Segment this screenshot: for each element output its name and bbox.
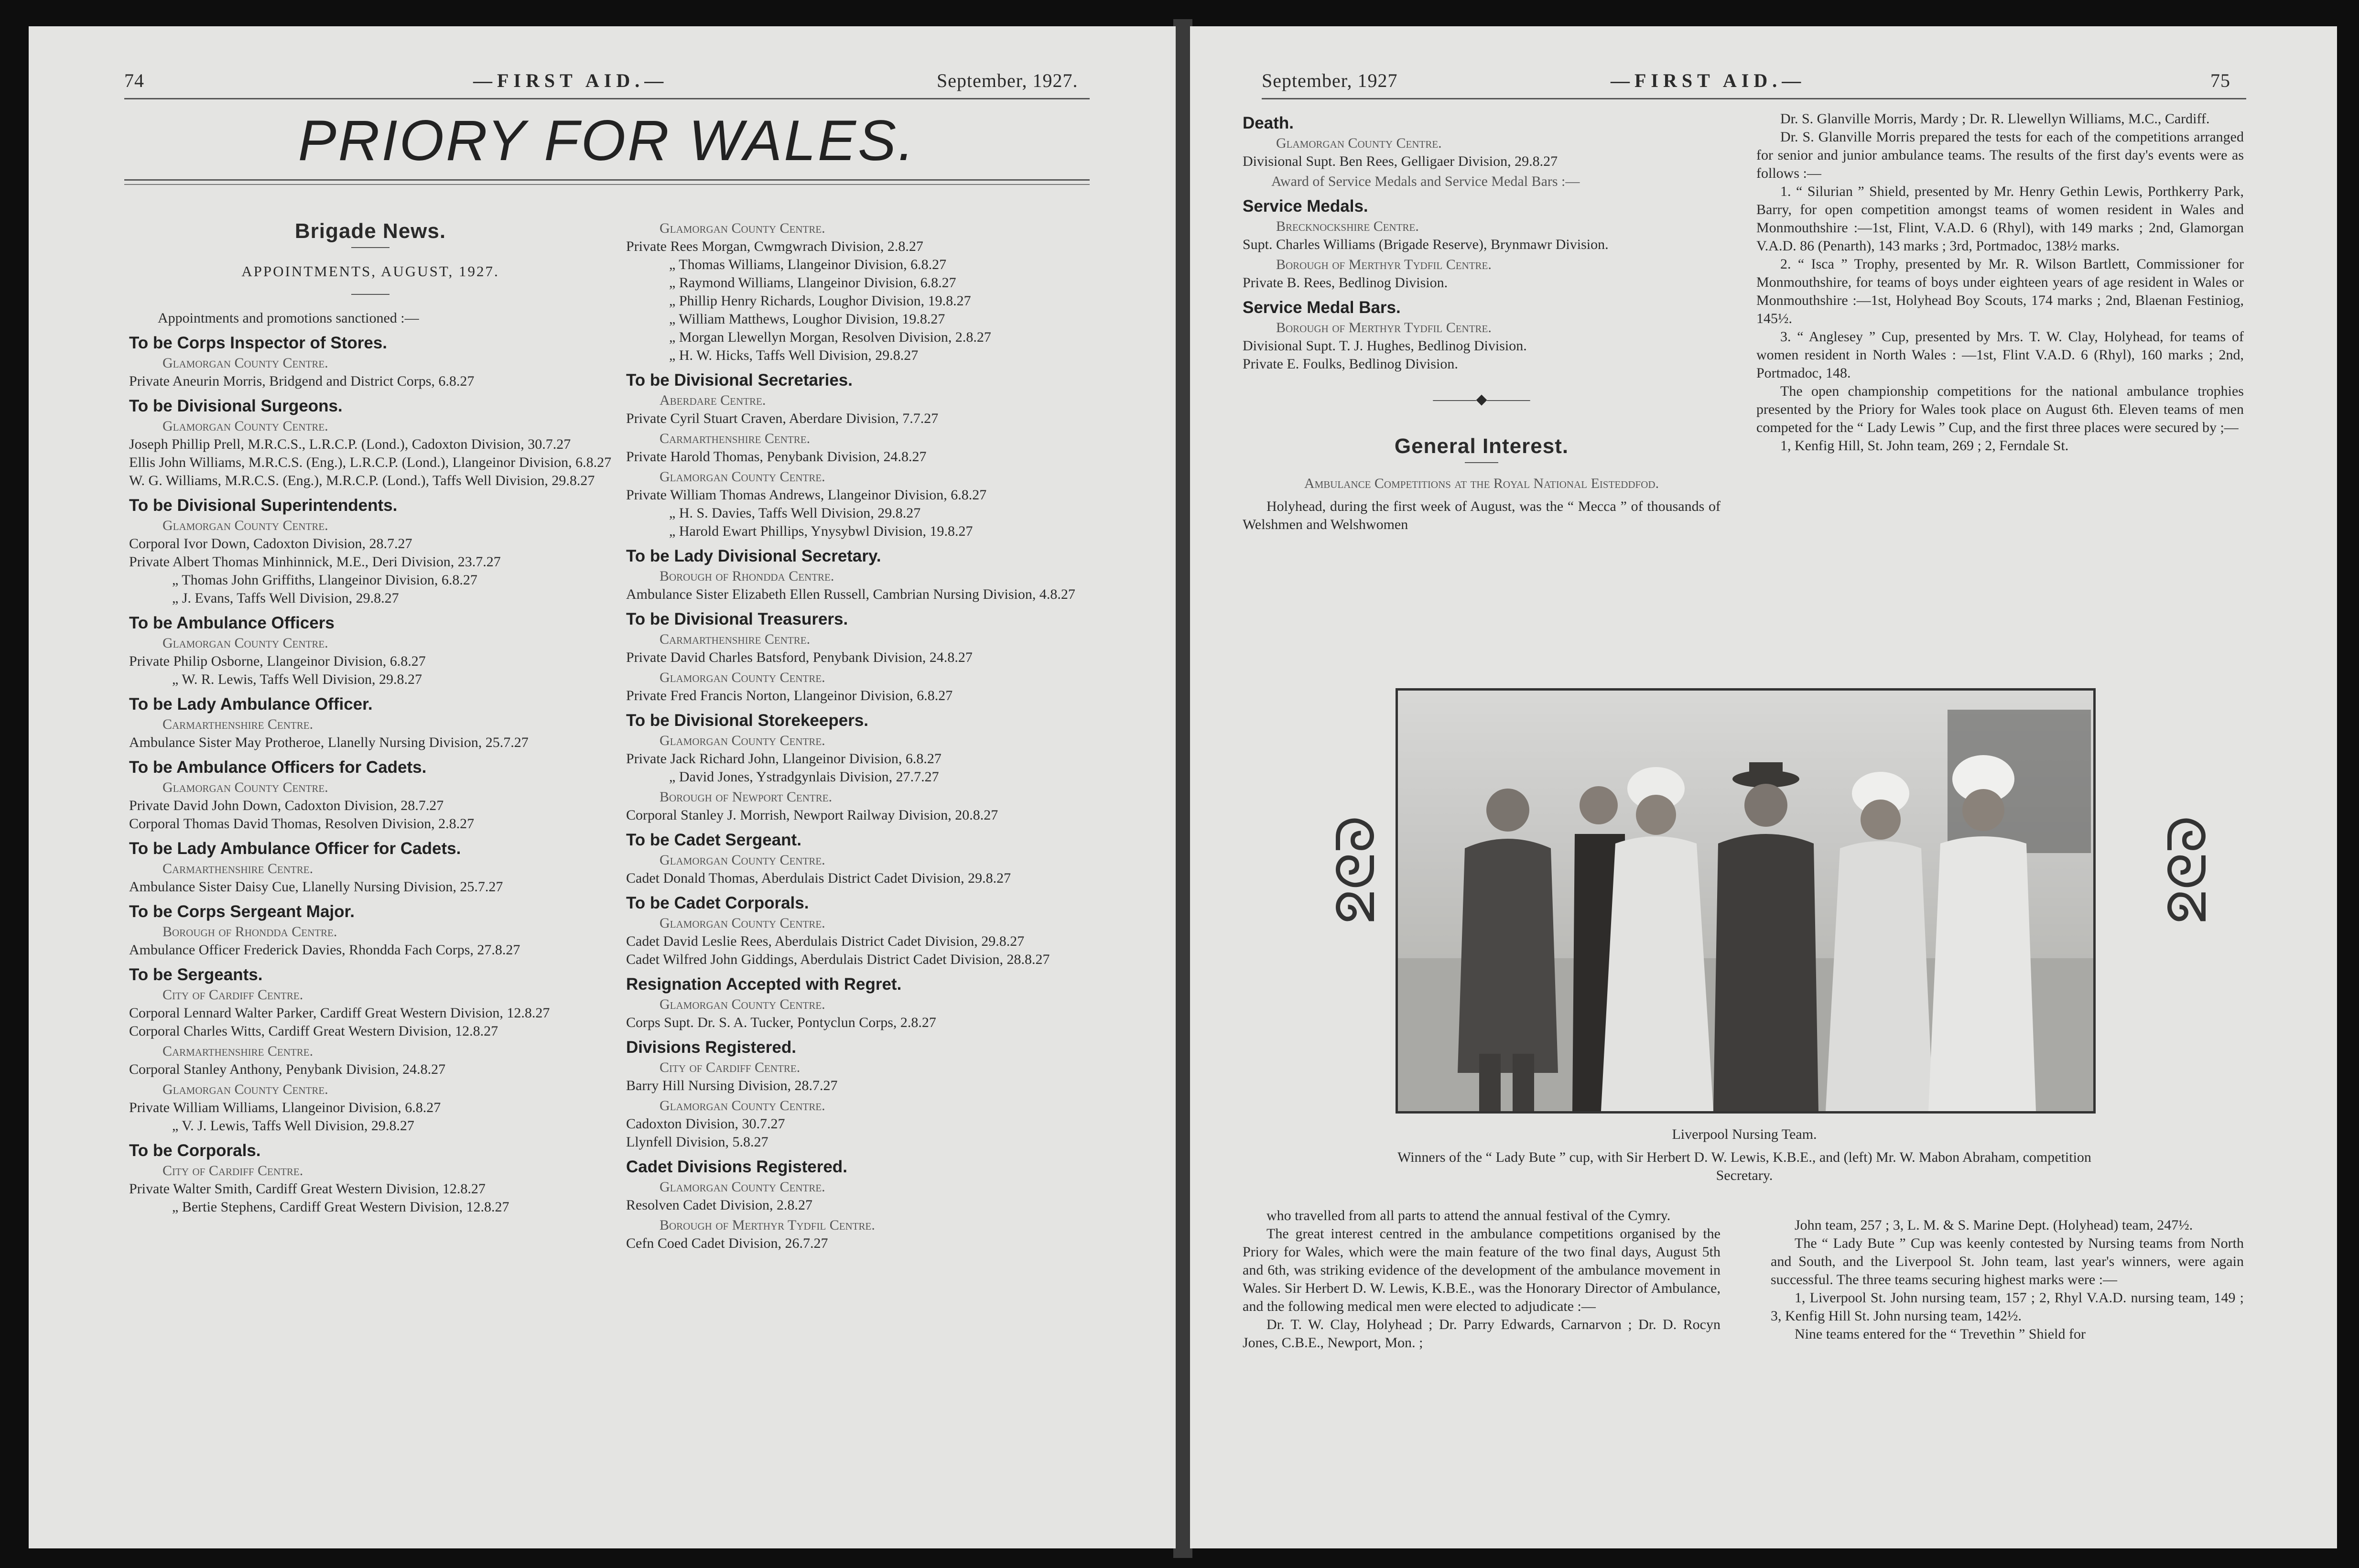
bottom-column-2	[1771, 1216, 2244, 1343]
appointment-entry: Corporal Stanley J. Morrish, Newport Railway Division, 20.8.27	[626, 807, 998, 823]
appointment-entry: Ambulance Sister Daisy Cue, Llanelly Nursing Division, 25.7.27	[129, 879, 503, 895]
eisteddfod-heading: Ambulance Competitions at the Royal National Eisteddfod.	[1304, 476, 1659, 491]
appointment-entry: Corporal Stanley Anthony, Penybank Division, 24.8.27	[129, 1061, 446, 1077]
centre-name: Glamorgan County Centre.	[660, 1098, 825, 1114]
section-heading: Service Medal Bars.	[1243, 298, 1401, 317]
book-spine	[1173, 19, 1192, 1558]
appointment-entry: Divisional Supt. Ben Rees, Gelligaer Division, 29.8.27	[1243, 153, 1558, 169]
centre-name: Borough of Merthyr Tydfil Centre.	[660, 1217, 875, 1233]
centre-name: Carmarthenshire Centre.	[162, 861, 314, 876]
section-heading: To be Cadet Corporals.	[626, 894, 809, 912]
body-paragraph: The great interest centred in the ambulance competitions organised by the Priory for Wales, which were the main feature of the two final days, August 5th and 6th, was striking evidence of the development of the ambulance movement in Wales. Sir Herbert D. W. Lewis, K.B.E., was the Honorary Director of Ambulance, and the following medical men were elected to adjudicate :—	[1243, 1226, 1721, 1314]
centre-name: Glamorgan County Centre.	[162, 518, 328, 533]
centre-name: Carmarthenshire Centre.	[162, 716, 314, 732]
appointment-entry: Private Philip Osborne, Llangeinor Division, 6.8.27	[129, 653, 426, 669]
title-rule-2	[124, 184, 1090, 185]
appointment-subentry: „ Phillip Henry Richards, Loughor Division, 19.8.27	[669, 293, 971, 309]
appointment-entry: Cefn Coed Cadet Division, 26.7.27	[626, 1235, 828, 1251]
appointment-entry: Private B. Rees, Bedlinog Division.	[1243, 275, 1448, 291]
section-heading: To be Lady Ambulance Officer.	[129, 695, 373, 714]
section-heading: To be Divisional Superintendents.	[129, 496, 398, 515]
section-heading: To be Corporals.	[129, 1141, 261, 1160]
appointment-entry: Private Harold Thomas, Penybank Division, 24.8.27	[626, 449, 927, 465]
appointment-entry: Corporal Charles Witts, Cardiff Great Western Division, 12.8.27	[129, 1023, 498, 1039]
section-heading: To be Lady Divisional Secretary.	[626, 547, 881, 565]
header-rule	[124, 98, 1090, 99]
centre-name: Glamorgan County Centre.	[1276, 135, 1442, 151]
section-heading: Cadet Divisions Registered.	[626, 1157, 847, 1176]
appointment-entry: Llynfell Division, 5.8.27	[626, 1134, 768, 1150]
centre-name: Glamorgan County Centre.	[162, 635, 328, 651]
section-heading: Service Medals.	[1243, 197, 1368, 216]
appointment-entry: Private Jack Richard John, Llangeinor Division, 6.8.27	[626, 751, 941, 767]
centre-name: Aberdare Centre.	[660, 392, 766, 408]
award-intro: Award of Service Medals and Service Medal Bars :—	[1271, 173, 1580, 189]
centre-name: Glamorgan County Centre.	[162, 355, 328, 371]
appointment-entry: Joseph Phillip Prell, M.R.C.S., L.R.C.P. (Lond.), Cadoxton Division, 30.7.27	[129, 436, 571, 452]
body-paragraph: Dr. T. W. Clay, Holyhead ; Dr. Parry Edwards, Carnarvon ; Dr. D. Rocyn Jones, C.B.E., Newport, Mon. ;	[1243, 1317, 1721, 1351]
centre-name: Carmarthenshire Centre.	[162, 1043, 314, 1059]
appointment-entry: Private Rees Morgan, Cwmgwrach Division, 2.8.27	[626, 238, 923, 254]
centre-name: City of Cardiff Centre.	[162, 987, 303, 1003]
appointment-subentry: „ H. W. Hicks, Taffs Well Division, 29.8.27	[669, 347, 919, 363]
appointment-entry: Cadet Donald Thomas, Aberdulais District Cadet Division, 29.8.27	[626, 870, 1011, 886]
photo-caption-title: Liverpool Nursing Team.	[1672, 1126, 1817, 1142]
appointment-entry: Ambulance Sister Elizabeth Ellen Russell, Cambrian Nursing Division, 4.8.27	[626, 586, 1075, 602]
photo-caption: Winners of the “ Lady Bute ” cup, with Sir Herbert D. W. Lewis, K.B.E., and (left) Mr. W. Mabon Abraham, competition Secretary.	[1397, 1149, 2091, 1183]
intro-text: Appointments and promotions sanctioned :—	[158, 310, 419, 326]
appointment-entry: Private Fred Francis Norton, Llangeinor Division, 6.8.27	[626, 688, 953, 703]
body-paragraph: 1, Liverpool St. John nursing team, 157 ; 2, Rhyl V.A.D. nursing team, 149 ; 3, Kenfig Hill St. John nursing team, 142½.	[1771, 1290, 2244, 1324]
appointment-entry: Private Aneurin Morris, Bridgend and District Corps, 6.8.27	[129, 373, 475, 389]
section-heading: To be Corps Sergeant Major.	[129, 902, 355, 921]
appointment-subentry: „ Bertie Stephens, Cardiff Great Western Division, 12.8.27	[172, 1199, 509, 1215]
appointments-title: APPOINTMENTS, AUGUST, 1927.	[241, 263, 499, 280]
centre-name: Glamorgan County Centre.	[660, 852, 825, 868]
body-paragraph: John team, 257 ; 3, L. M. & S. Marine Dept. (Holyhead) team, 247½.	[1795, 1217, 2193, 1233]
body-paragraph: 1, Kenfig Hill, St. John team, 269 ; 2, Ferndale St.	[1780, 438, 2069, 454]
appointment-subentry: „ Morgan Llewellyn Morgan, Resolven Division, 2.8.27	[669, 329, 991, 345]
short-rule	[351, 247, 390, 248]
page-title: PRIORY FOR WALES.	[298, 108, 916, 173]
title-rule	[124, 179, 1090, 181]
appointment-subentry: „ William Matthews, Loughor Division, 19.8.27	[669, 311, 945, 327]
appointment-subentry: „ Harold Ewart Phillips, Ynysybwl Division, 19.8.27	[669, 523, 973, 539]
centre-name: Glamorgan County Centre.	[660, 469, 825, 485]
centre-name: Glamorgan County Centre.	[162, 779, 328, 795]
appointment-subentry: „ H. S. Davies, Taffs Well Division, 29.8.27	[669, 505, 921, 521]
centre-name: Carmarthenshire Centre.	[660, 631, 811, 647]
appointment-subentry: „ Thomas John Griffiths, Llangeinor Division, 6.8.27	[172, 572, 477, 588]
centre-name: Glamorgan County Centre.	[162, 1081, 328, 1097]
body-paragraph: 2. “ Isca ” Trophy, presented by Mr. R. Wilson Bartlett, Commissioner for Monmouthshire, for teams of boys under eighteen years of age resident in Wales or Monmouthshire :—1st, Holyhead Boy Scouts, 174 marks ; 2nd, Blaenan Festiniog, 145½.	[1756, 256, 2244, 326]
header-rule	[1262, 98, 2246, 99]
right-column-2	[1756, 110, 2244, 455]
photo-figures	[1398, 691, 2093, 1111]
eisteddfod-paragraph: Holyhead, during the first week of August, was the “ Mecca ” of thousands of Welshmen and Welshwomen	[1243, 498, 1721, 532]
centre-name: Glamorgan County Centre.	[660, 915, 825, 931]
page-number: 74	[124, 70, 144, 91]
appointment-entry: Private Walter Smith, Cardiff Great Western Division, 12.8.27	[129, 1181, 486, 1197]
section-heading: To be Sergeants.	[129, 965, 263, 984]
bottom-column-1	[1243, 1207, 1721, 1352]
appointment-entry: Cadet David Leslie Rees, Aberdulais District Cadet Division, 29.8.27	[626, 933, 1025, 949]
body-paragraph: who travelled from all parts to attend the annual festival of the Cymry.	[1266, 1208, 1671, 1223]
page-number: 75	[2210, 70, 2230, 91]
team-photograph	[1396, 688, 2096, 1114]
appointment-entry: Private David John Down, Cadoxton Division, 28.7.27	[129, 798, 444, 813]
centre-name: Brecknockshire Centre.	[1276, 218, 1419, 234]
centre-name: Borough of Merthyr Tydfil Centre.	[1276, 320, 1492, 335]
appointment-entry: Barry Hill Nursing Division, 28.7.27	[626, 1078, 838, 1093]
appointment-entry: Corporal Lennard Walter Parker, Cardiff Great Western Division, 12.8.27	[129, 1005, 550, 1021]
centre-name: Borough of Rhondda Centre.	[660, 568, 834, 584]
right-column-1	[1243, 108, 1721, 534]
body-paragraph: 3. “ Anglesey ” Cup, presented by Mrs. T. W. Clay, Holyhead, for teams of women resident in North Wales : —1st, Flint V.A.D. 6 (Rhyl), 160 marks ; 2nd, Portmadoc, 148.	[1756, 329, 2244, 381]
appointment-entry: Corporal Thomas David Thomas, Resolven Division, 2.8.27	[129, 816, 475, 832]
appointment-entry: Private William Williams, Llangeinor Division, 6.8.27	[129, 1100, 441, 1115]
section-heading: To be Ambulance Officers	[129, 614, 335, 632]
short-rule	[351, 294, 390, 295]
appointment-entry: Private David Charles Batsford, Penybank Division, 24.8.27	[626, 649, 973, 665]
appointment-entry: Ambulance Sister May Protheroe, Llanelly Nursing Division, 25.7.27	[129, 735, 529, 750]
section-ornament: ―――◆―――	[1433, 391, 1530, 407]
centre-name: Glamorgan County Centre.	[660, 670, 825, 685]
centre-name: Glamorgan County Centre.	[660, 1179, 825, 1195]
running-header: —FIRST AID.—	[473, 70, 669, 91]
body-paragraph: Dr. S. Glanville Morris prepared the tests for each of the competitions arranged for senior and junior ambulance teams. The results of the first day's events were as follows :—	[1756, 129, 2244, 181]
brigade-news-title: Brigade News.	[294, 219, 446, 243]
section-heading: Divisions Registered.	[626, 1038, 796, 1057]
centre-name: Glamorgan County Centre.	[660, 733, 825, 748]
centre-name: Glamorgan County Centre.	[660, 220, 825, 236]
header-date: September, 1927.	[937, 70, 1078, 91]
appointment-entry: Cadet Wilfred John Giddings, Aberdulais District Cadet Division, 28.8.27	[626, 952, 1050, 967]
appointment-subentry: „ V. J. Lewis, Taffs Well Division, 29.8.27	[172, 1118, 414, 1134]
appointment-subentry: „ W. R. Lewis, Taffs Well Division, 29.8.27	[172, 671, 422, 687]
appointment-subentry: „ David Jones, Ystradgynlais Division, 27.7.27	[669, 769, 939, 785]
left-page	[29, 26, 1176, 1548]
appointment-entry: Supt. Charles Williams (Brigade Reserve), Brynmawr Division.	[1243, 237, 1609, 252]
right-page	[1190, 26, 2337, 1548]
appointment-entry: Private William Thomas Andrews, Llangeinor Division, 6.8.27	[626, 487, 987, 503]
centre-name: Borough of Newport Centre.	[660, 789, 833, 805]
appointment-subentry: „ Raymond Williams, Llangeinor Division, 6.8.27	[669, 275, 956, 291]
appointment-entry: Corporal Ivor Down, Cadoxton Division, 28.7.27	[129, 536, 412, 552]
section-heading: To be Divisional Secretaries.	[626, 371, 853, 389]
section-heading: Death.	[1243, 114, 1294, 132]
section-heading: To be Cadet Sergeant.	[626, 831, 801, 849]
centre-name: City of Cardiff Centre.	[162, 1163, 303, 1179]
appointment-entry: Divisional Supt. T. J. Hughes, Bedlinog Division.	[1243, 338, 1527, 354]
appointment-subentry: „ Thomas Williams, Llangeinor Division, 6.8.27	[669, 257, 947, 272]
appointment-entry: Ellis John Williams, M.R.C.S. (Eng.), L.R.C.P. (Lond.), Llangeinor Division, 6.8.27	[129, 454, 612, 470]
section-heading: To be Ambulance Officers for Cadets.	[129, 758, 427, 777]
body-paragraph: Dr. S. Glanville Morris, Mardy ; Dr. R. Llewellyn Williams, M.C., Cardiff.	[1780, 111, 2210, 127]
body-paragraph: 1. “ Silurian ” Shield, presented by Mr. Henry Gethin Lewis, Porthkerry Park, Barry, for open competition amongst teams of women resident in Wales and Monmouthshire :—1st, Flint, V.A.D. 6 (Rhyl), with 149 marks ; 2nd, Glamorgan V.A.D. 86 (Penarth), 143 marks ; 3rd, Portmadoc, 138½ marks.	[1756, 184, 2244, 254]
centre-name: City of Cardiff Centre.	[660, 1060, 801, 1075]
section-heading: To be Divisional Treasurers.	[626, 610, 848, 628]
centre-name: Glamorgan County Centre.	[660, 996, 825, 1012]
appointment-entry: Private Cyril Stuart Craven, Aberdare Division, 7.7.27	[626, 411, 939, 426]
section-heading: To be Corps Inspector of Stores.	[129, 334, 387, 352]
appointment-entry: Cadoxton Division, 30.7.27	[626, 1116, 785, 1132]
section-heading: Resignation Accepted with Regret.	[626, 975, 902, 994]
appointment-entry: Resolven Cadet Division, 2.8.27	[626, 1197, 812, 1213]
appointment-subentry: „ J. Evans, Taffs Well Division, 29.8.27	[172, 590, 399, 606]
appointment-entry: Private Albert Thomas Minhinnick, M.E., Deri Division, 23.7.27	[129, 554, 501, 570]
section-heading: To be Divisional Surgeons.	[129, 397, 343, 415]
appointment-entry: Private E. Foulks, Bedlinog Division.	[1243, 356, 1458, 372]
body-paragraph: The open championship competitions for the national ambulance trophies presented by the Priory for Wales took place on August 6th. Eleven teams of men competed for the “ Lady Lewis ” Cup, and the first three places were secured by ;—	[1756, 383, 2244, 435]
appointment-entry: W. G. Williams, M.R.C.S. (Eng.), M.R.C.P. (Lond.), Taffs Well Division, 29.8.27	[129, 473, 595, 488]
body-paragraph: Nine teams entered for the “ Trevethin ” Shield for	[1795, 1326, 2086, 1342]
centre-name: Borough of Merthyr Tydfil Centre.	[1276, 257, 1492, 272]
centre-name: Carmarthenshire Centre.	[660, 431, 811, 446]
scroll-ornament-left: ᘓᘐᘔ	[1323, 815, 1385, 924]
general-interest-title: General Interest.	[1394, 434, 1569, 458]
centre-name: Borough of Rhondda Centre.	[162, 924, 337, 940]
appointment-entry: Ambulance Officer Frederick Davies, Rhondda Fach Corps, 27.8.27	[129, 942, 520, 958]
header-date: September, 1927	[1262, 70, 1398, 91]
scroll-ornament-right: ᘓᘐᘔ	[2155, 815, 2217, 924]
running-header: —FIRST AID.—	[1611, 70, 1806, 91]
short-rule	[1465, 462, 1498, 463]
left-column	[129, 194, 612, 1216]
body-paragraph: The “ Lady Bute ” Cup was keenly contested by Nursing teams from North and South, and the Liverpool St. John team, last year's winners, were again successful. The three teams securing highest marks were :—	[1771, 1235, 2244, 1287]
centre-name: Glamorgan County Centre.	[162, 418, 328, 434]
section-heading: To be Divisional Storekeepers.	[626, 711, 869, 730]
section-heading: To be Lady Ambulance Officer for Cadets.	[129, 839, 461, 858]
appointment-entry: Corps Supt. Dr. S. A. Tucker, Pontyclun Corps, 2.8.27	[626, 1015, 936, 1030]
middle-column	[626, 217, 1109, 1253]
